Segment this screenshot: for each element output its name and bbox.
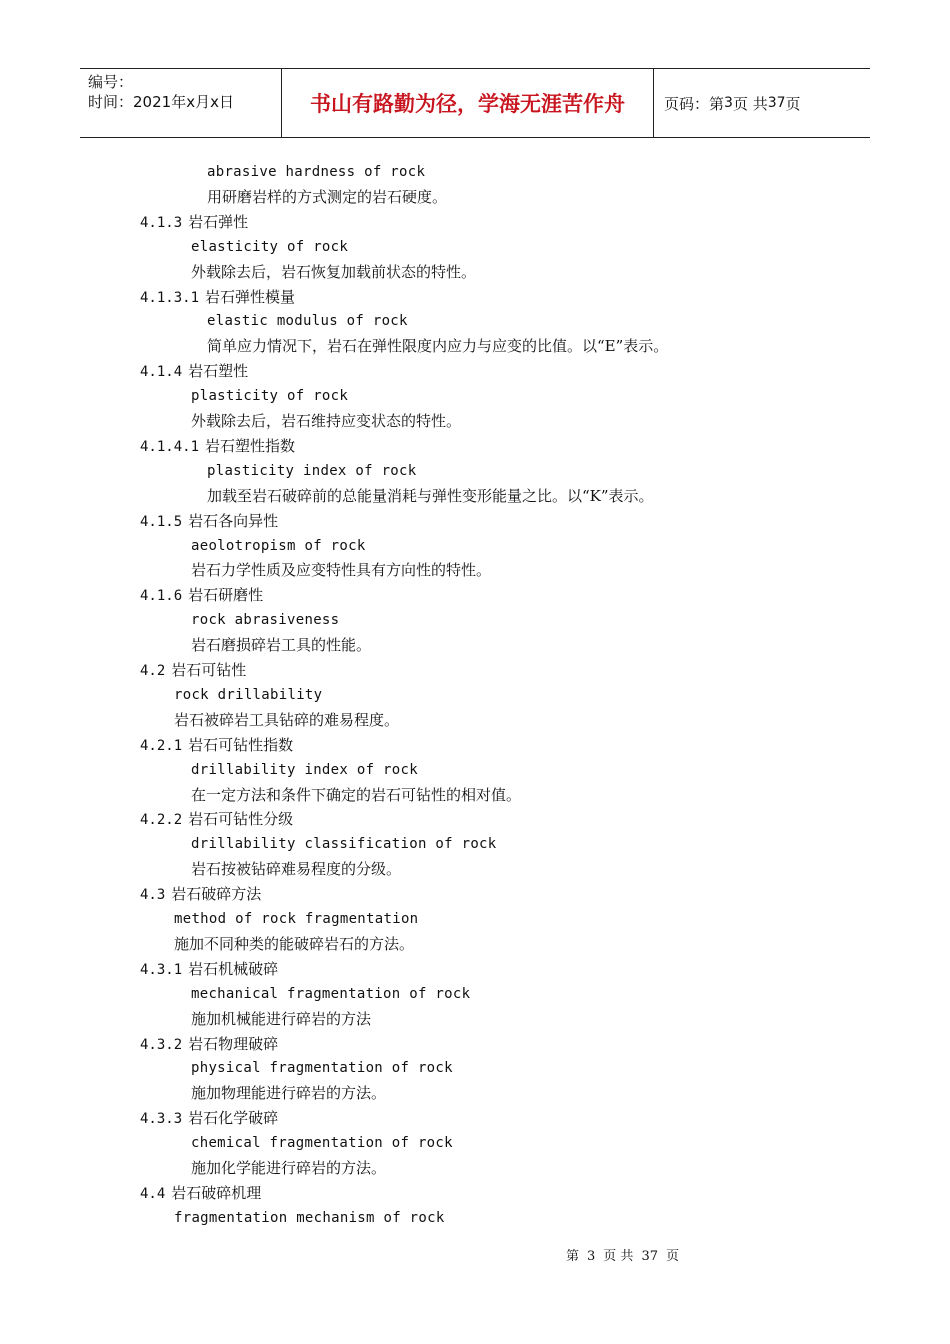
header-page-label: 页码：第 [664, 94, 725, 113]
section-title: 岩石物理破碎 [188, 1034, 279, 1053]
english-term: elasticity of rock [191, 238, 349, 255]
section-number: 4.1.3.1 [140, 289, 200, 306]
header-time-row [88, 92, 281, 112]
section-number: 4.2.1 [140, 737, 183, 754]
section-heading [140, 658, 246, 682]
section-heading [140, 583, 263, 607]
section-title: 岩石塑性 [188, 362, 249, 381]
english-term: abrasive hardness of rock [207, 164, 426, 180]
page-header [80, 68, 870, 138]
section-heading [140, 882, 261, 906]
definition-text: 简单应力情况下，岩石在弹性限度内应力与应变的比值。以“E”表示。 [207, 337, 669, 356]
section-title: 岩石弹性模量 [205, 287, 296, 306]
section-number: 4.1.6 [140, 588, 183, 605]
section-title: 岩石各向异性 [188, 511, 279, 530]
footer-mid: 页 共 [603, 1249, 634, 1264]
footer-current: 3 [587, 1249, 596, 1264]
definition-text: 用研磨岩样的方式测定的岩石硬度。 [207, 187, 448, 206]
section-number: 4.1.4.1 [140, 438, 200, 455]
section-heading [140, 957, 278, 981]
english-term: plasticity index of rock [207, 462, 417, 479]
section-title: 岩石塑性指数 [205, 436, 296, 455]
section-heading [140, 210, 248, 234]
header-page-total: 37 [767, 95, 786, 111]
footer-prefix: 第 [566, 1249, 580, 1264]
section-title: 岩石破碎方法 [171, 885, 262, 904]
definition-text: 岩石被碎岩工具钻碎的难易程度。 [174, 710, 400, 729]
section-number: 4.3.3 [140, 1111, 183, 1128]
section-number: 4.1.3 [140, 214, 183, 231]
header-page-suffix: 页 [785, 94, 801, 113]
section-number: 4.1.4 [140, 364, 183, 381]
english-term: plasticity of rock [191, 388, 349, 405]
header-meta [80, 69, 282, 137]
header-number-label: 编号： [88, 73, 134, 91]
english-term: elastic modulus of rock [207, 313, 408, 330]
header-page-mid: 页 共 [732, 94, 768, 113]
section-title: 岩石弹性 [188, 212, 249, 231]
english-term: rock abrasiveness [191, 612, 340, 629]
section-number: 4.3.1 [140, 961, 183, 978]
definition-text: 外载除去后，岩石维持应变状态的特性。 [191, 412, 462, 430]
section-title: 岩石可钻性分级 [188, 810, 294, 829]
section-heading [140, 359, 248, 383]
definition-text: 岩石磨损碎岩工具的性能。 [191, 636, 372, 655]
section-number: 4.3.2 [140, 1036, 183, 1053]
definition-text: 岩石按被钻碎难易程度的分级。 [191, 860, 402, 879]
english-term: rock drillability [174, 686, 323, 703]
section-number: 4.4 [140, 1185, 166, 1202]
definition-text: 施加机械能进行碎岩的方法 [191, 1009, 372, 1028]
definition-text: 岩石力学性质及应变特性具有方向性的特性。 [191, 561, 492, 580]
page-footer [566, 1245, 687, 1264]
header-page-current: 3 [724, 95, 733, 111]
section-heading [140, 1106, 278, 1130]
english-term: physical fragmentation of rock [191, 1060, 453, 1077]
header-time-label: 时间： [88, 93, 134, 111]
definition-text: 加载至岩石破碎前的总能量消耗与弹性变形能量之比。以“K”表示。 [207, 486, 654, 505]
footer-total: 37 [641, 1249, 658, 1264]
section-number: 4.3 [140, 887, 166, 904]
section-heading [140, 733, 293, 757]
definition-text: 施加化学能进行碎岩的方法。 [191, 1159, 387, 1177]
section-heading [140, 434, 295, 458]
section-number: 4.2.2 [140, 812, 183, 829]
header-page-info [654, 69, 870, 137]
english-term: chemical fragmentation of rock [191, 1135, 453, 1152]
section-title: 岩石化学破碎 [188, 1109, 279, 1128]
section-title: 岩石研磨性 [188, 586, 264, 605]
header-motto: 书山有路勤为径，学海无涯苦作舟 [282, 69, 654, 137]
section-number: 4.1.5 [140, 513, 183, 530]
definition-text: 外载除去后，岩石恢复加载前状态的特性。 [191, 262, 477, 281]
section-title: 岩石机械破碎 [188, 959, 279, 978]
section-title: 岩石可钻性指数 [188, 735, 294, 754]
section-heading [140, 1181, 261, 1205]
section-heading [140, 509, 278, 533]
definition-text: 施加不同种类的能破碎岩石的方法。 [174, 934, 415, 953]
section-title: 岩石破碎机理 [171, 1183, 262, 1202]
definition-text: 施加物理能进行碎岩的方法。 [191, 1084, 387, 1103]
english-term: drillability classification of rock [191, 836, 497, 853]
section-title: 岩石可钻性 [171, 661, 247, 679]
section-number: 4.2 [140, 663, 166, 679]
english-term: fragmentation mechanism of rock [174, 1209, 445, 1226]
definition-text: 在一定方法和条件下确定的岩石可钻性的相对值。 [191, 785, 522, 804]
section-heading [140, 285, 295, 309]
english-term: method of rock fragmentation [174, 911, 419, 927]
section-heading [140, 807, 293, 831]
footer-suffix: 页 [665, 1249, 679, 1264]
header-date-value: 2021年x月x日 [133, 93, 234, 111]
english-term: aeolotropism of rock [191, 537, 366, 554]
section-heading [140, 1032, 278, 1056]
english-term: drillability index of rock [191, 761, 418, 778]
english-term: mechanical fragmentation of rock [191, 985, 471, 1002]
